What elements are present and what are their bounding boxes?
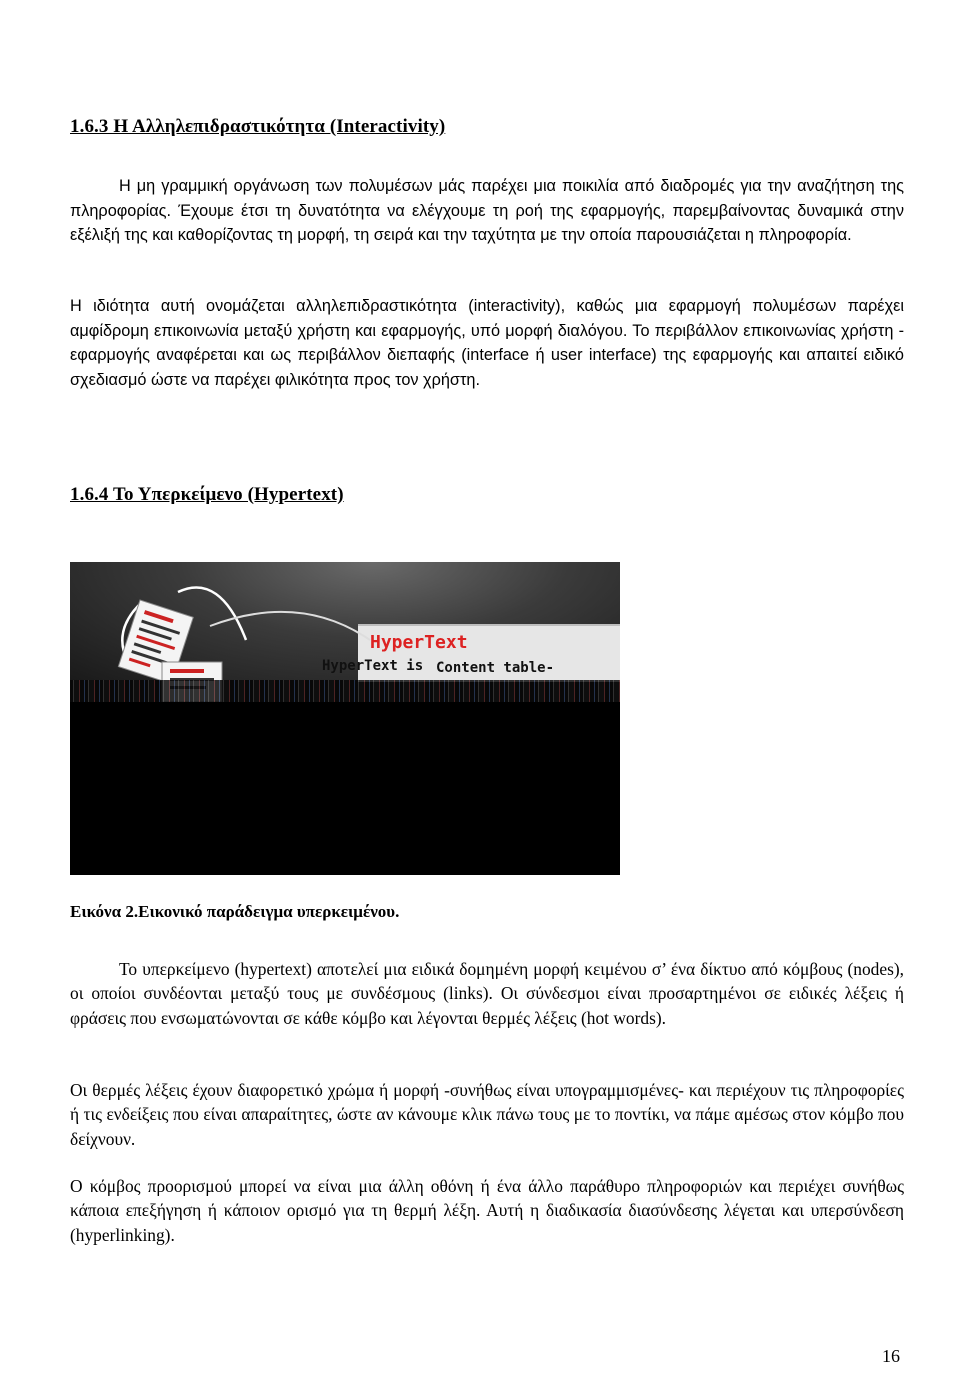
- page-number: 16: [882, 1346, 900, 1366]
- paragraph-destination-node: Ο κόμβος προορισμού μπορεί να είναι μια άλλη οθόνη ή ένα άλλο παράθυρο πληροφοριών και περιέχει συνήθως κάποια επεξήγηση ή κάποιον ορισμό για τη θερμή λέξη. Αυτή η διαδικασία διασύνδεσης λέγεται και υπερσύνδεση (hyperlinking).: [70, 1176, 904, 1245]
- hypertext-figure: [70, 562, 620, 875]
- section-heading-interactivity: 1.6.3 Η Αλληλεπιδραστικότητα (Interactivity): [70, 116, 446, 137]
- section-heading-hypertext: 1.6.4 Το Υπερκείμενο (Hypertext): [70, 484, 344, 505]
- figure-caption: Εικόνα 2.Εικονικό παράδειγμα υπερκειμένου.: [70, 902, 400, 921]
- figure-content-table-label: Content table-: [436, 660, 555, 676]
- figure-scanline-artifact: [70, 680, 620, 702]
- figure-hypertext-title: HyperText: [370, 632, 468, 653]
- paragraph-hot-words: Οι θερμές λέξεις έχουν διαφορετικό χρώμα ή μορφή -συνήθως είναι υπογραμμισμένες- και περιέχουν τις πληροφορίες ή τις ενδείξεις που είναι απαραίτητες, ώστε αν κάνουμε κλικ πάνω τους με το ποντίκι, να πάμε αμέσως στον κόμβο που δείχνουν.: [70, 1080, 904, 1149]
- paragraph-interactivity-definition: Η ιδιότητα αυτή ονομάζεται αλληλεπιδραστικότητα (interactivity), καθώς μια εφαρμογή πολυμέσων παρέχει αμφίδρομη επικοινωνία μεταξύ χρήστη και εφαρμογής, υπό μορφή διαλόγου. Το περιβάλλον επικοινωνίας χρήστη - εφαρμογής αναφέρεται και ως περιβάλλον διεπαφής (interface ή user interface) της εφαρμογής και απαιτεί ειδικό σχεδιασμό ώστε να παρέχει φιλικότητα προς τον χρήστη.: [70, 297, 904, 389]
- paragraph-nonlinear-organization: Η μη γραμμική οργάνωση των πολυμέσων μάς παρέχει μια ποικιλία από διαδρομές για την αναζήτηση της πληροφορίας. Έχουμε έτσι τη δυνατότητα να ελέγχουμε τη ροή της εφαρμογής, παρεμβαίνοντας δυναμικά στην εξέλιξή της και καθορίζοντας τη μορφή, τη σειρά και την ταχύτητα με την οποία παρουσιάζεται η πληροφορία.: [70, 177, 904, 245]
- figure-hypertext-is-label: HyperText is: [322, 658, 424, 674]
- paragraph-hypertext-definition: Το υπερκείμενο (hypertext) αποτελεί μια ειδικά δομημένη μορφή κειμένου σ’ ένα δίκτυο από κόμβους (nodes), οι οποίοι συνδέονται μεταξύ τους με συνδέσμους (links). Οι σύνδεσμοι είναι προσαρτημένοι σε ειδικές λέξεις ή φράσεις που ενσωματώνονται σε κάθε κόμβο και λέγονται θερμές λέξεις (hot words).: [70, 959, 904, 1028]
